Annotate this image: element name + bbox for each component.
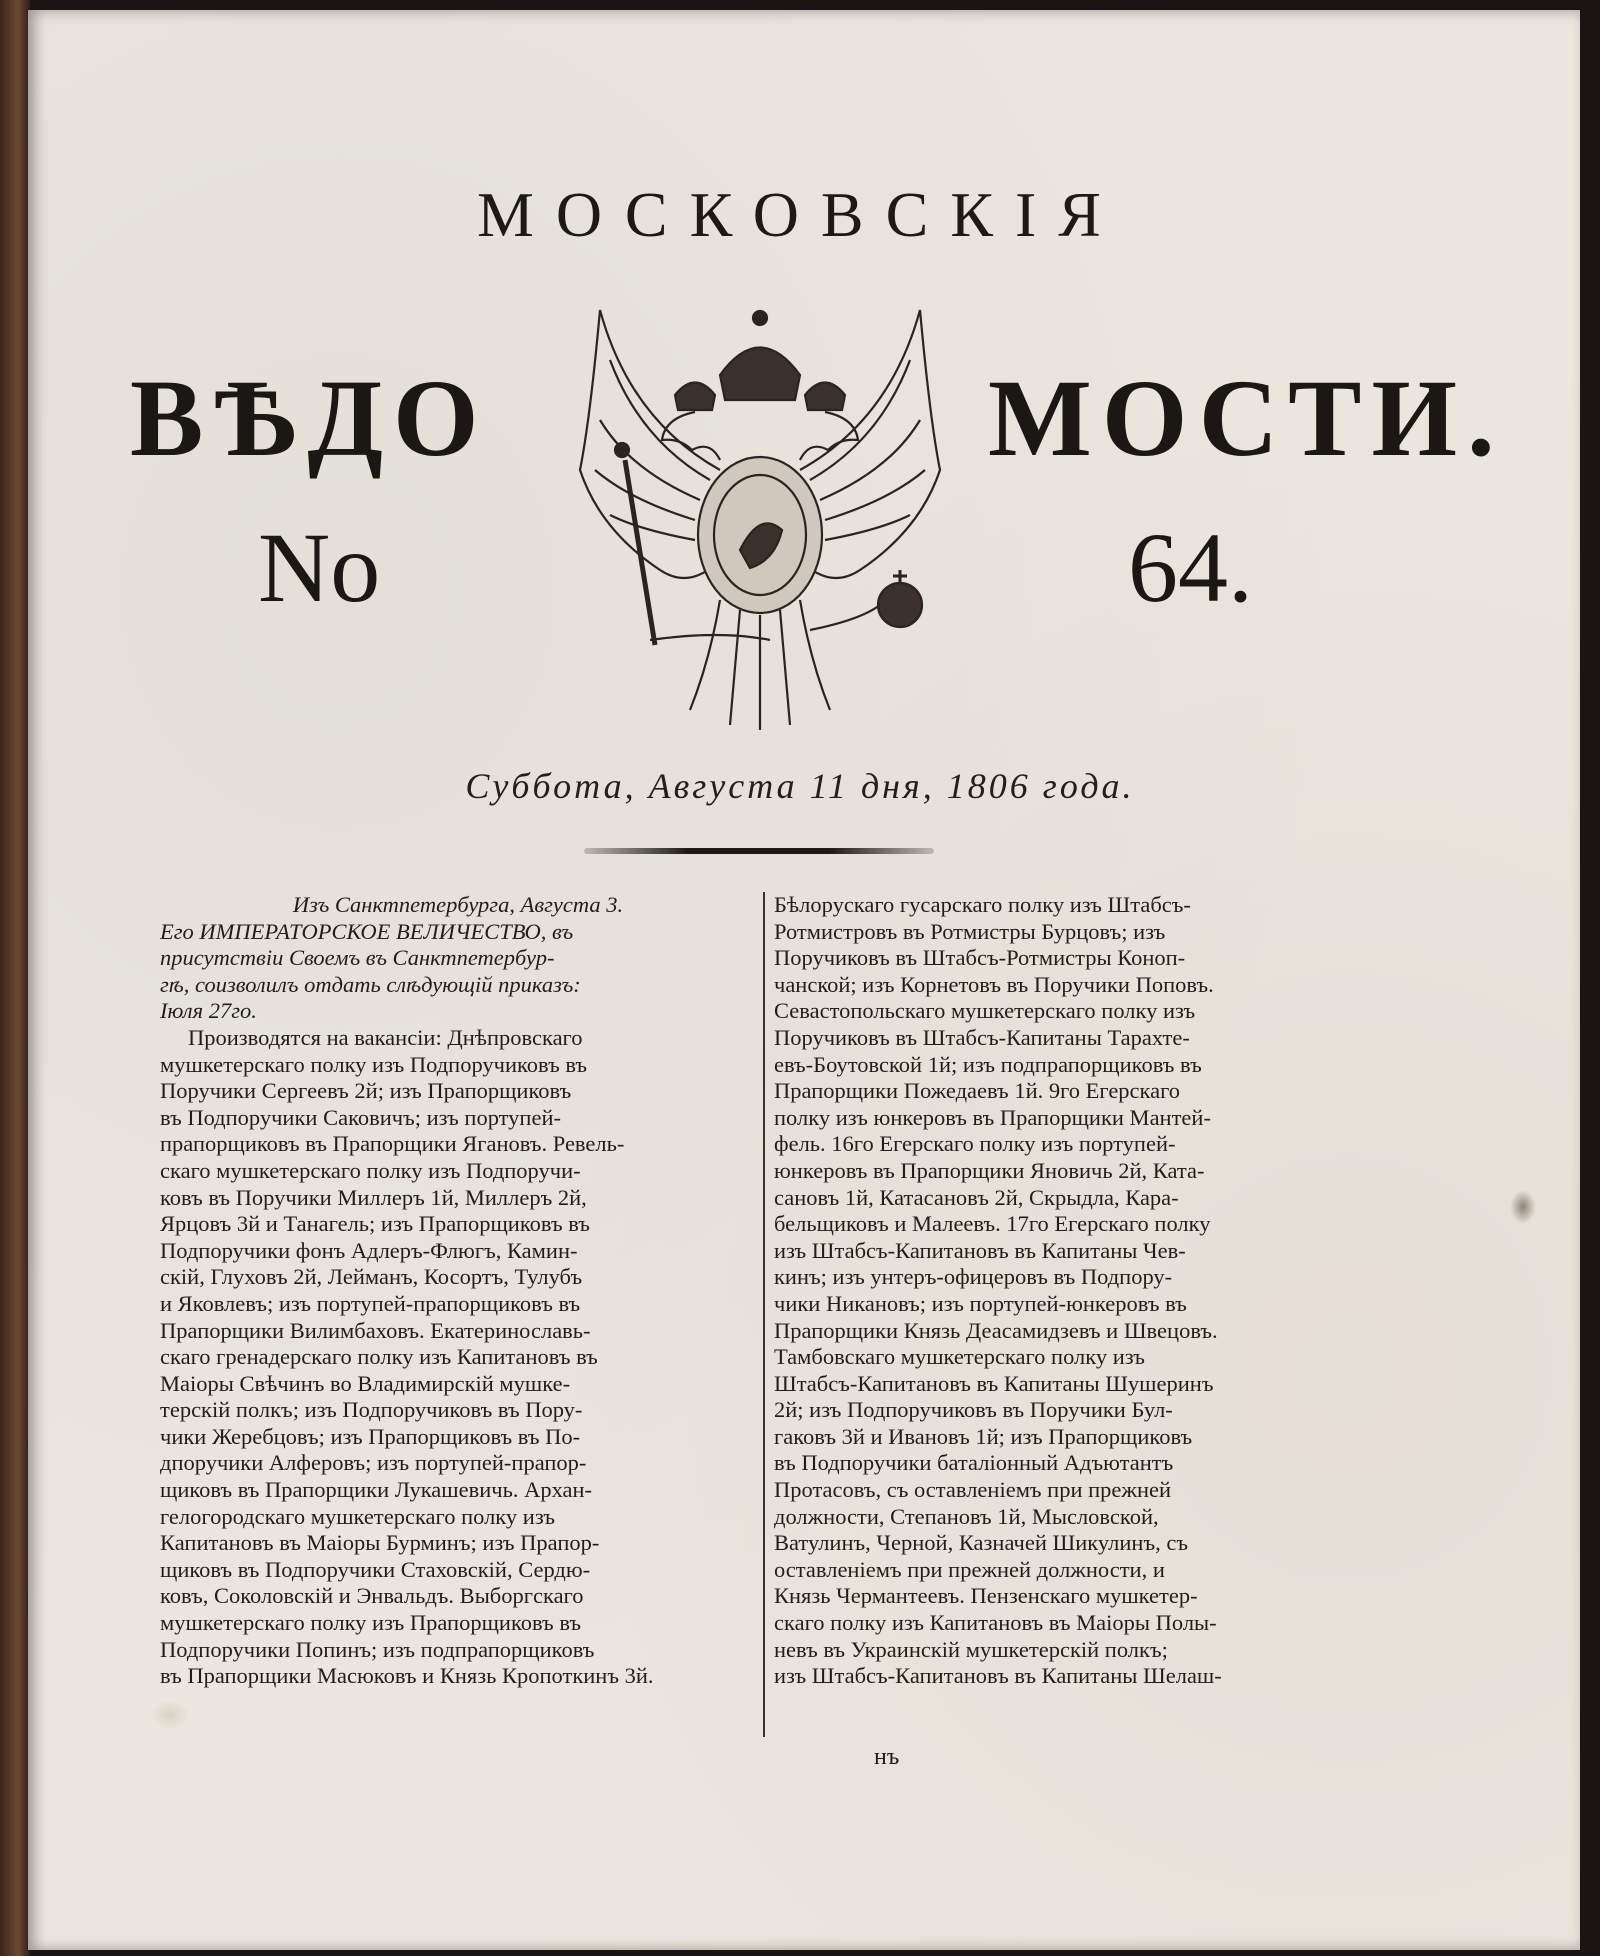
paper-stain <box>150 1700 190 1730</box>
text-line: щиковъ въ Подпоручики Стаховскій, Сердю- <box>160 1556 591 1582</box>
text-line: прапорщиковъ въ Прапорщики Ягановъ. Ревель- <box>160 1131 625 1157</box>
text-line: присутствіи Своемъ въ Санктпетербур- <box>160 945 555 971</box>
text-line: юнкеровъ въ Прапорщики Яновичь 2й, Ката- <box>774 1157 1205 1183</box>
text-line: щиковъ въ Прапорщики Лукашевичь. Архан- <box>160 1477 593 1503</box>
text-line: 2й; изъ Подпоручиковъ въ Поручики Бул- <box>774 1397 1173 1423</box>
book-spine <box>0 0 30 1956</box>
text-line: Протасовъ, съ оставленіемъ при прежней <box>774 1477 1172 1503</box>
text-line: въ Прапорщики Масюковъ и Князь Кропоткинъ 3й. <box>160 1663 654 1689</box>
text-line: въ Подпоручики Саковичъ; изъ портупей- <box>160 1104 561 1130</box>
masthead-title-right: МОСТИ. <box>988 357 1505 479</box>
text-line: Тамбовскаго мушкетерскаго полку изъ <box>774 1344 1145 1370</box>
masthead-top-title: МОСКОВСКІЯ <box>477 179 1123 250</box>
text-line: невъ въ Украинскій мушкетерскій полкъ; <box>774 1636 1168 1662</box>
text-line: ковъ, Соколовскій и Энвальдъ. Выборгскаго <box>160 1583 584 1609</box>
text-line: Іюля 27го. <box>160 998 257 1024</box>
header-rule <box>584 848 934 854</box>
text-line: мушкетерскаго полку изъ Прапорщиковъ въ <box>160 1610 582 1636</box>
text-line: гѣ, соизволилъ отдать слѣдующій приказъ: <box>160 971 581 997</box>
text-line: скаго полку изъ Капитановъ въ Маіоры Полы- <box>774 1610 1217 1636</box>
catchword: нъ <box>874 1744 900 1770</box>
column-divider <box>763 892 765 1737</box>
text-line: изъ Штабсъ-Капитановъ въ Капитаны Шелаш- <box>774 1663 1222 1689</box>
text-line: Штабсъ-Капитановъ въ Капитаны Шушеринъ <box>774 1370 1214 1396</box>
text-line: Подпоручики фонъ Адлеръ-Флюгъ, Камин- <box>160 1237 578 1263</box>
double-headed-eagle-emblem-icon <box>570 300 950 730</box>
issue-label: No <box>258 512 381 623</box>
text-line: дпоручики Алферовъ; изъ портупей-прапор- <box>160 1450 587 1476</box>
text-line: должности, Степановъ 1й, Мысловской, <box>774 1503 1159 1529</box>
text-line: Ярцовъ 3й и Танагель; изъ Прапорщиковъ въ <box>160 1211 590 1237</box>
text-line: скій, Глуховъ 2й, Лейманъ, Косортъ, Тулубъ <box>160 1264 583 1290</box>
text-line: чики Жеребцовъ; изъ Прапорщиковъ въ По- <box>160 1423 581 1449</box>
text-line: Прапорщики Вилимбаховъ. Екатеринославь- <box>160 1317 591 1343</box>
text-line: ковъ въ Поручики Миллеръ 1й, Миллеръ 2й, <box>160 1184 587 1210</box>
text-line: мушкетерскаго полку изъ Подпоручиковъ въ <box>160 1051 588 1077</box>
text-line: оставленіемъ при прежней должности, и <box>774 1556 1165 1582</box>
text-line: въ Подпоручики баталіонный Адъютантъ <box>774 1450 1174 1476</box>
text-line: сановъ 1й, Катасановъ 2й, Скрыдла, Кара- <box>774 1184 1179 1210</box>
issue-number: 64. <box>1128 512 1253 623</box>
dateline: Изъ Санктпетербурга, Августа 3. <box>292 892 624 917</box>
text-line: чики Никановъ; изъ портупей-юнкеровъ въ <box>774 1290 1187 1316</box>
text-line: Прапорщики Пожедаевъ 1й. 9го Егерскаго <box>774 1078 1181 1104</box>
text-line: Маіоры Свѣчинъ во Владимирскій мушке- <box>160 1370 571 1396</box>
left-column <box>160 892 756 1690</box>
text-line: Поручиковъ въ Штабсъ-Капитаны Тарахте- <box>774 1024 1190 1050</box>
text-line: Капитановъ въ Маіоры Бурминъ; изъ Прапор- <box>160 1530 600 1556</box>
text-line: изъ Штабсъ-Капитановъ въ Капитаны Чев- <box>774 1237 1186 1263</box>
text-line: бельщиковъ и Малеевъ. 17го Егерскаго полку <box>774 1211 1211 1237</box>
text-line: фель. 16го Егерскаго полку изъ портупей- <box>774 1131 1176 1157</box>
text-line: и Яковлевъ; изъ портупей-прапорщиковъ въ <box>160 1290 581 1316</box>
text-line: Бѣлорускаго гусарскаго полку изъ Штабсъ- <box>774 892 1191 917</box>
masthead-title-left: ВѢДО <box>130 357 489 479</box>
right-column <box>774 892 1390 1690</box>
text-line: полку изъ юнкеровъ въ Прапорщики Мантей- <box>774 1104 1211 1130</box>
text-line: скаго мушкетерскаго полку изъ Подпоручи- <box>160 1157 581 1183</box>
text-line: чанской; изъ Корнетовъ въ Поручики Поповъ. <box>774 971 1214 997</box>
text-line: Подпоручики Попинъ; изъ подпрапорщиковъ <box>160 1636 595 1662</box>
text-line: терскій полкъ; изъ Подпоручиковъ въ Пору- <box>160 1397 583 1423</box>
text-line: Производятся на вакансіи: Днѣпровскаго <box>188 1024 583 1050</box>
text-line: Поручиковъ въ Штабсъ-Ротмистры Коноп- <box>774 945 1186 971</box>
text-line: Ватулинъ, Черной, Казначей Шикулинъ, съ <box>774 1530 1188 1556</box>
text-line: Его ИМПЕРАТОРСКОЕ ВЕЛИЧЕСТВО, въ <box>160 918 574 944</box>
text-line: скаго гренадерскаго полку изъ Капитановъ въ <box>160 1344 598 1370</box>
text-line: Князь Чермантеевъ. Пензенскаго мушкетер- <box>774 1583 1198 1609</box>
text-line: Ротмистровъ въ Ротмистры Бурцовъ; изъ <box>774 918 1166 944</box>
text-line: евъ-Боутовской 1й; изъ подпрапорщиковъ въ <box>774 1051 1202 1077</box>
text-line: гелогородскаго мушкетерскаго полку изъ <box>160 1503 555 1529</box>
issue-date-line: Суббота, Августа 11 дня, 1806 года. <box>465 766 1135 806</box>
text-line: кинъ; изъ унтеръ-офицеровъ въ Подпору- <box>774 1264 1173 1290</box>
text-line: Прапорщики Князь Деасамидзевъ и Швецовъ. <box>774 1317 1218 1343</box>
text-line: Поручики Сергеевъ 2й; изъ Прапорщиковъ <box>160 1078 572 1104</box>
text-line: гаковъ 3й и Ивановъ 1й; изъ Прапорщиковъ <box>774 1423 1193 1449</box>
text-line: Севастопольскаго мушкетерскаго полку изъ <box>774 998 1196 1024</box>
ink-stain <box>1510 1190 1536 1224</box>
